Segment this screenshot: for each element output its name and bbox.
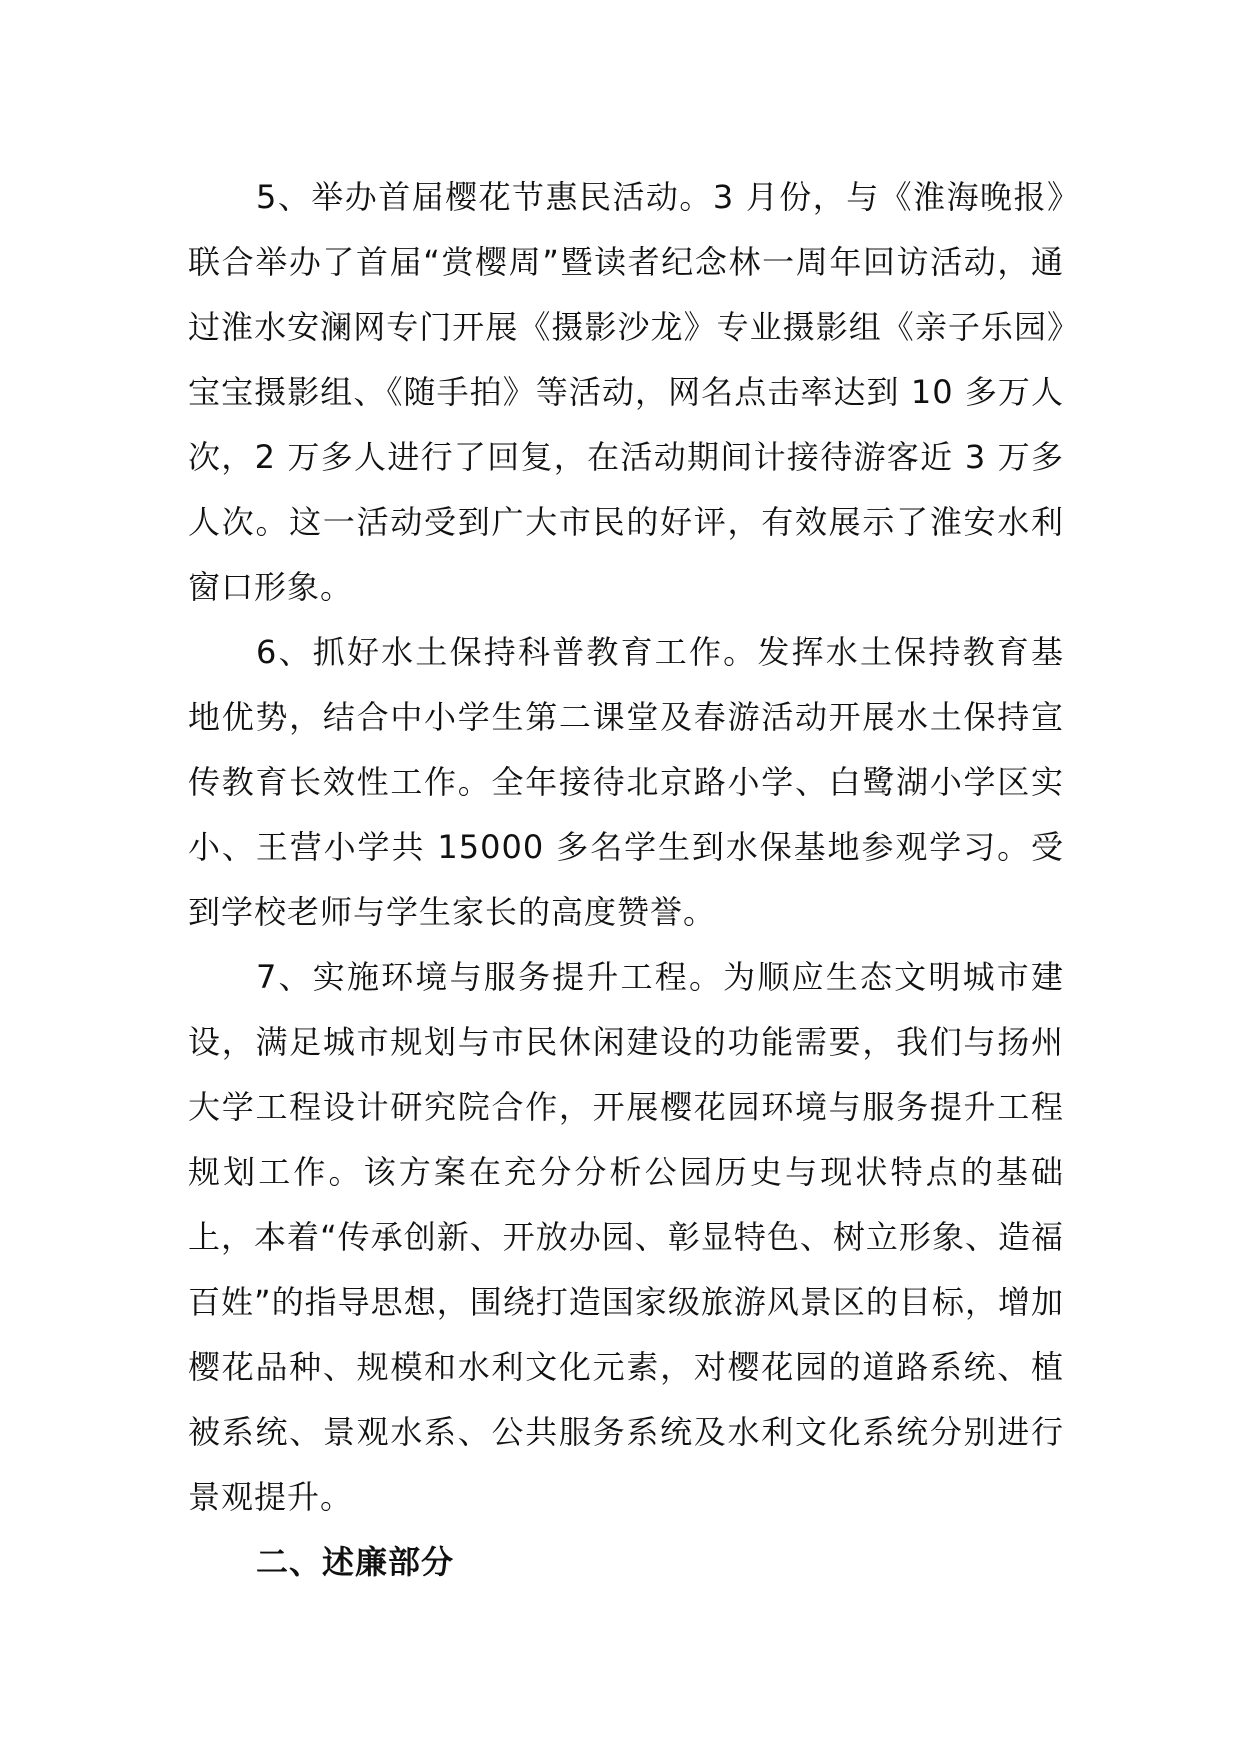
paragraph-item-7: 7、实施环境与服务提升工程。为顺应生态文明城市建设，满足城市规划与市民休闲建设的功能需要，我们与扬州大学工程设计研究院合作，开展樱花园环境与服务提升工程规划工作。该方案在充分分析公园历史与现状特点的基础上，本着“传承创新、开放办园、彰显特色、树立形象、造福百姓”的指导思想，围绕打造国家级旅游风景区的目标，增加樱花品种、规模和水利文化元素，对樱花园的道路系统、植被系统、景观水系、公共服务系统及水利文化系统分别进行景观提升。	[188, 958, 1064, 1516]
section-heading: 二、述廉部分	[256, 1543, 455, 1581]
paragraph-item-5: 5、举办首届樱花节惠民活动。3 月份，与《淮海晚报》联合举办了首届“赏樱周”暨读者纪念林一周年回访活动，通过淮水安澜网专门开展《摄影沙龙》专业摄影组《亲子乐园》宝宝摄影组、《随手拍》等活动，网名点击率达到 10 多万人次，2 万多人进行了回复，在活动期间计接待游客近 3 万多人次。这一活动受到广大市民的好评，有效展示了淮安水利窗口形象。	[188, 178, 1064, 606]
paragraph-item-6: 6、抓好水土保持科普教育工作。发挥水土保持教育基地优势，结合中小学生第二课堂及春游活动开展水土保持宣传教育长效性工作。全年接待北京路小学、白鹭湖小学区实小、王营小学共 15000 多名学生到水保基地参观学习。受到学校老师与学生家长的高度赞誉。	[188, 633, 1064, 931]
document-body	[188, 165, 1064, 1595]
